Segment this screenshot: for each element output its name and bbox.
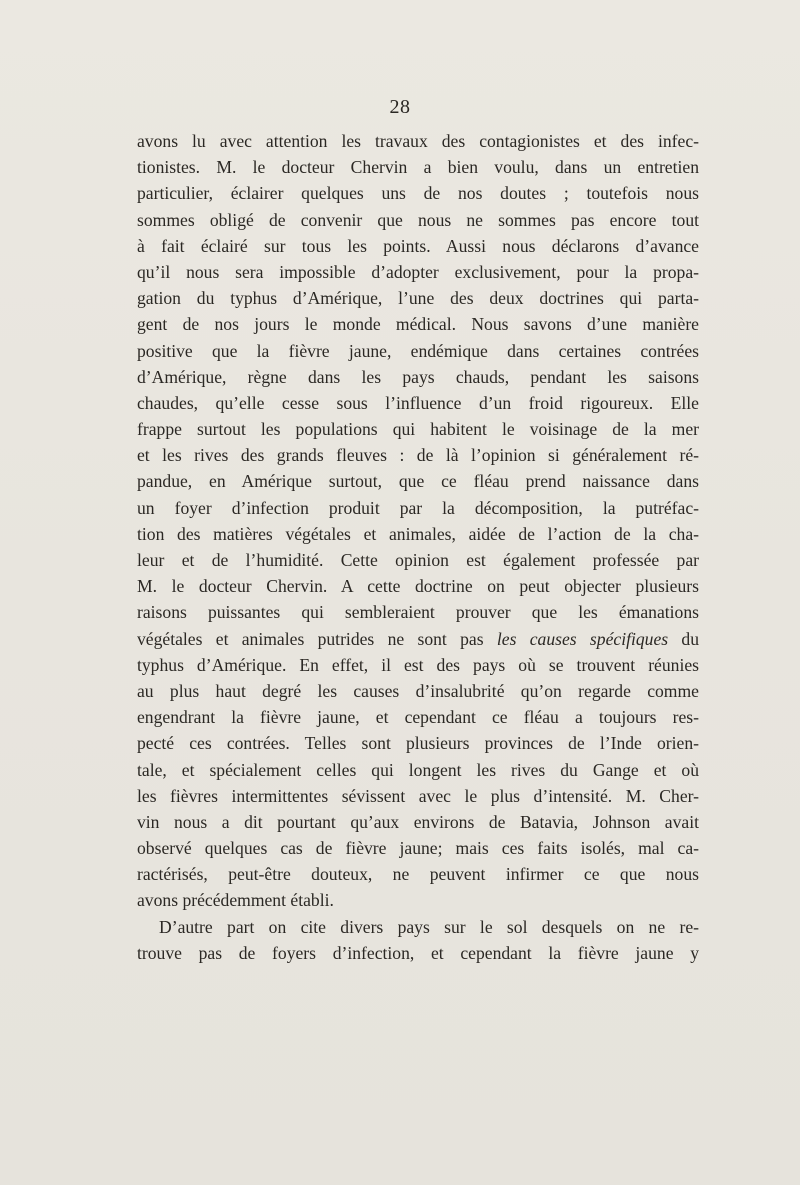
text-line: typhus d’Amérique. En effet, il est des pays où se trouvent réunies xyxy=(137,654,699,675)
text-line: leur et de l’humidité. Cette opinion est également professée par xyxy=(137,550,699,570)
text-line: tale, et spécialement celles qui longent les rives du Gange et où xyxy=(137,759,699,780)
text-line: les fièvres intermittentes sévissent avec le plus d’intensité. M. Cher- xyxy=(137,785,699,806)
text-line: gation du typhus d’Amérique, l’une des deux doctrines qui parta- xyxy=(137,288,699,309)
text-line: ractérisés, peut-être douteux, ne peuvent infirmer ce que nous xyxy=(137,864,699,885)
text-line: observé quelques cas de fièvre jaune; mais ces faits isolés, mal ca- xyxy=(137,838,699,859)
text-line: frappe surtout les populations qui habitent le voisinage de la mer xyxy=(137,419,699,440)
text-line: D’autre part on cite divers pays sur le sol desquels on ne re- xyxy=(159,916,699,937)
text-line: positive que la fièvre jaune, endémique dans certaines contrées xyxy=(137,340,699,361)
page-number: 28 xyxy=(389,96,411,118)
text-line: gent de nos jours le monde médical. Nous savons d’une manière xyxy=(137,314,699,335)
text-line: qu’il nous sera impossible d’adopter exclusivement, pour la propa- xyxy=(137,261,699,282)
text-line: au plus haut degré les causes d’insalubrité qu’on regarde comme xyxy=(137,680,699,701)
text-line: tionistes. M. le docteur Chervin a bien voulu, dans un entretien xyxy=(137,157,699,178)
text-line: à fait éclairé sur tous les points. Aussi nous déclarons d’avance xyxy=(137,235,699,256)
text-line: tion des matières végétales et animales, aidée de l’action de la cha- xyxy=(137,523,699,544)
text-line: pecté ces contrées. Telles sont plusieurs provinces de l’Inde orien- xyxy=(137,733,699,754)
paragraph-2 xyxy=(137,914,699,966)
paragraph-1 xyxy=(137,128,699,914)
text-line: pandue, en Amérique surtout, que ce fléau prend naissance dans xyxy=(137,471,699,492)
text-line: particulier, éclairer quelques uns de nos doutes ; toutefois nous xyxy=(137,183,699,204)
text-line: un foyer d’infection produit par la décomposition, la putréfac- xyxy=(137,497,699,518)
text-line: avons précédemment établi. xyxy=(137,890,334,911)
text-line: et les rives des grands fleuves : de là l’opinion si généralement ré- xyxy=(137,445,699,466)
text-line: raisons puissantes qui sembleraient prouver que les émanations xyxy=(137,602,699,623)
text-line: chaudes, qu’elle cesse sous l’influence d’un froid rigoureux. Elle xyxy=(137,392,699,413)
text-line: d’Amérique, règne dans les pays chauds, pendant les saisons xyxy=(137,366,699,387)
text-line: trouve pas de foyers d’infection, et cependant la fièvre jaune y xyxy=(137,942,699,963)
text-line: M. le docteur Chervin. A cette doctrine on peut objecter plusieurs xyxy=(137,576,699,597)
text-line: engendrant la fièvre jaune, et cependant ce fléau a toujours res- xyxy=(137,707,699,728)
text-line: végétales et animales putrides ne sont pas les causes spécifiques du xyxy=(137,628,700,649)
text-line: vin nous a dit pourtant qu’aux environs de Batavia, Johnson avait xyxy=(137,811,699,832)
text-line: sommes obligé de convenir que nous ne sommes pas encore tout xyxy=(137,209,699,230)
italic-emphasis: les causes spécifiques xyxy=(496,628,669,649)
text-line: avons lu avec attention les travaux des contagionistes et des infec- xyxy=(137,131,699,151)
body-text xyxy=(137,128,699,966)
